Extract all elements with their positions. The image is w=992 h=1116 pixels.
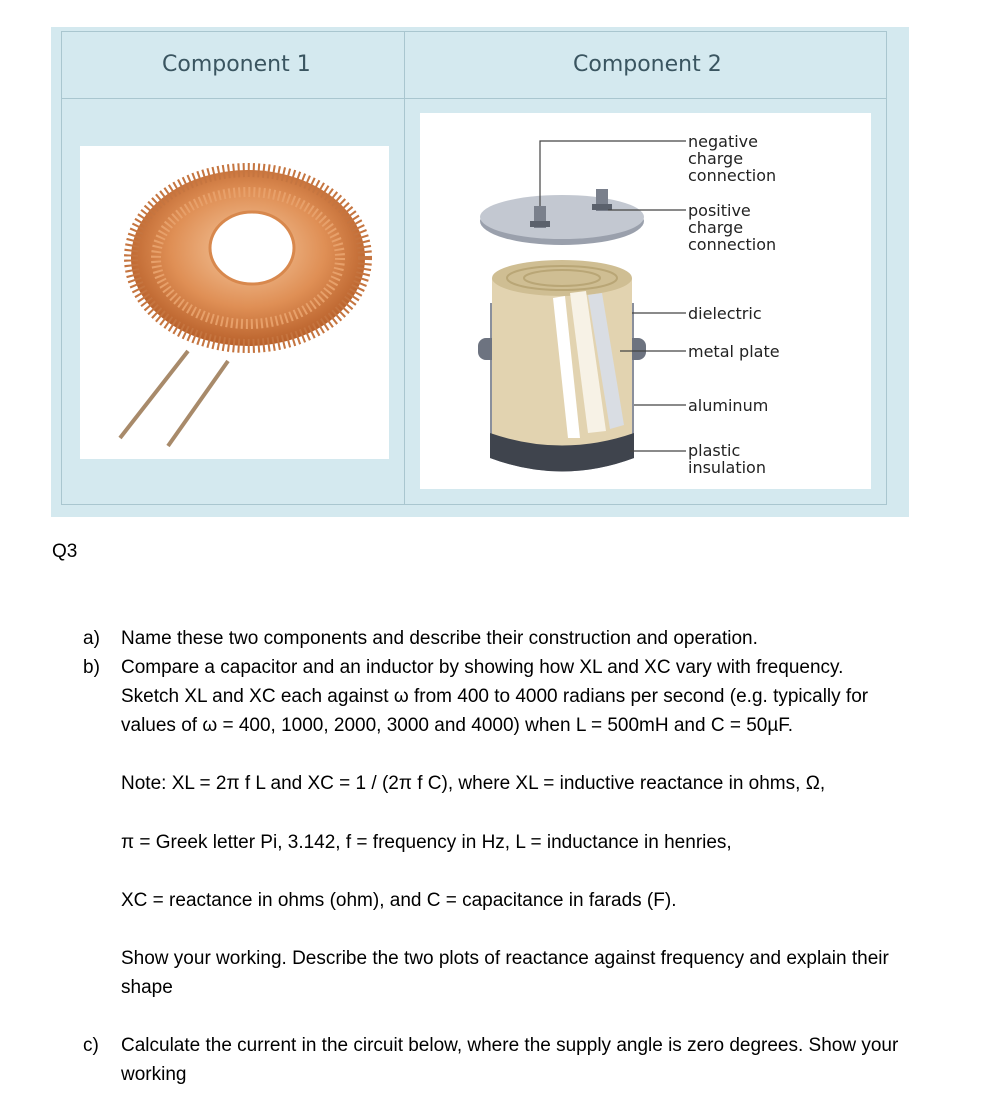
table-border-right — [886, 31, 887, 505]
table-border-top — [61, 31, 887, 32]
note-line-2: π = Greek letter Pi, 3.142, f = frequency in Hz, L = inductance in henries, — [121, 832, 732, 853]
working-line-2: shape — [121, 977, 173, 998]
table-border-bottom — [61, 504, 887, 505]
table-header-divider — [61, 98, 887, 99]
part-c-line-1: Calculate the current in the circuit below, where the supply angle is zero degrees. Show your — [121, 1035, 899, 1056]
part-b-marker: b) — [83, 657, 100, 678]
part-c-marker: c) — [83, 1035, 99, 1056]
part-b-line-3: values of ω = 400, 1000, 2000, 3000 and 4000) when L = 500mH and C = 50µF. — [121, 715, 794, 736]
inductor-image — [80, 146, 389, 459]
part-b-line-1: Compare a capacitor and an inductor by showing how XL and XC vary with frequency. — [121, 657, 844, 678]
component-2-header: Component 2 — [573, 52, 722, 77]
question-number: Q3 — [52, 541, 78, 562]
toroid-inductor-illustration — [80, 146, 389, 459]
table-column-divider — [404, 31, 405, 505]
component-1-header: Component 1 — [162, 52, 311, 77]
part-a-text: Name these two components and describe their construction and operation. — [121, 628, 758, 649]
label-negative-connection: negative charge connection — [688, 132, 777, 185]
label-metal-plate: metal plate — [688, 342, 780, 361]
capacitor-image — [420, 113, 871, 489]
label-dielectric: dielectric — [688, 304, 762, 323]
label-plastic-insulation: plastic insulation — [688, 441, 766, 477]
part-b-line-2: Sketch XL and XC each against ω from 400 to 4000 radians per second (e.g. typically for — [121, 686, 869, 707]
label-aluminum: aluminum — [688, 396, 769, 415]
capacitor-cutaway-illustration — [420, 113, 871, 489]
label-positive-connection: positive charge connection — [688, 201, 777, 254]
table-border-left — [61, 31, 62, 505]
part-a-marker: a) — [83, 628, 100, 649]
note-line-1: Note: XL = 2π f L and XC = 1 / (2π f C), where XL = inductive reactance in ohms, Ω, — [121, 773, 826, 794]
part-c-line-2: working — [121, 1064, 187, 1085]
note-line-3: XC = reactance in ohms (ohm), and C = capacitance in farads (F). — [121, 890, 677, 911]
working-line-1: Show your working. Describe the two plots of reactance against frequency and explain their — [121, 948, 889, 969]
